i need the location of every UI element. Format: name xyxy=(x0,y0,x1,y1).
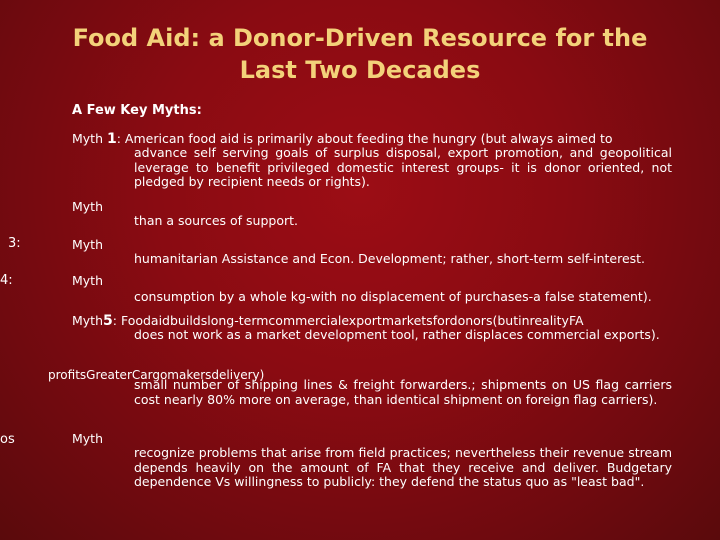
myth-1-label: Myth xyxy=(72,131,104,146)
myth-5-label: Myth xyxy=(72,313,104,328)
title-line-1: Food Aid: a Donor-Driven Resource for the xyxy=(72,24,648,52)
myth-1-body: advance self serving goals of surplus disposal, export promotion, and geopolitical leverage to benefit privileged domestic interest groups- it is donor oriented, not pledged by recipient needs or rights). xyxy=(134,145,672,189)
myth-4-number-cut: 4: xyxy=(0,273,13,288)
myth-1-lead: : American food aid is primarily about feeding the hungry (but always aimed to xyxy=(116,131,613,146)
myth-6-body: small number of shipping lines & freight forwarders.; shipments on US flag carriers cost nearly 80% more on average, than identical shipment on foreign flag carriers). xyxy=(134,377,672,407)
myth-7-body: recognize problems that arise from field practices; nevertheless their revenue stream depends heavily on the amount of FA that they receive and deliver. Budgetary dependence Vs willingness to publicly: they defend the status quo as "least bad". xyxy=(134,445,672,489)
myth-3-body: humanitarian Assistance and Econ. Development; rather, short-term self-interest. xyxy=(134,251,646,266)
myth-2-label: Myth xyxy=(72,199,104,214)
myth-3-number-cut: 3: xyxy=(8,236,21,251)
subheading: A Few Key Myths: xyxy=(72,103,202,118)
myth-5-lead: : Foodaidbuildslong-termcommercialexportmarketsfordonors(butinrealityFA xyxy=(112,313,584,328)
myth-1-number: 1 xyxy=(107,131,117,147)
myth-6-overlapped-text: profitsGreaterCargomakersdelivery) xyxy=(48,368,265,382)
title-line-2: Last Two Decades xyxy=(239,56,481,84)
slide-title xyxy=(0,22,720,86)
myth-3-label: Myth xyxy=(72,237,104,252)
myth-5-body: does not work as a market development tool, rather displaces commercial exports). xyxy=(134,327,660,342)
myth-4-label: Myth xyxy=(72,273,104,288)
myth-4-body: consumption by a whole kg-with no displacement of purchases-a false statement). xyxy=(134,289,652,304)
myth-7-edge-cut: os xyxy=(0,432,15,447)
myth-5-number: 5 xyxy=(103,313,113,329)
myth-7-label: Myth xyxy=(72,431,104,446)
myth-2-body: than a sources of support. xyxy=(134,213,298,228)
